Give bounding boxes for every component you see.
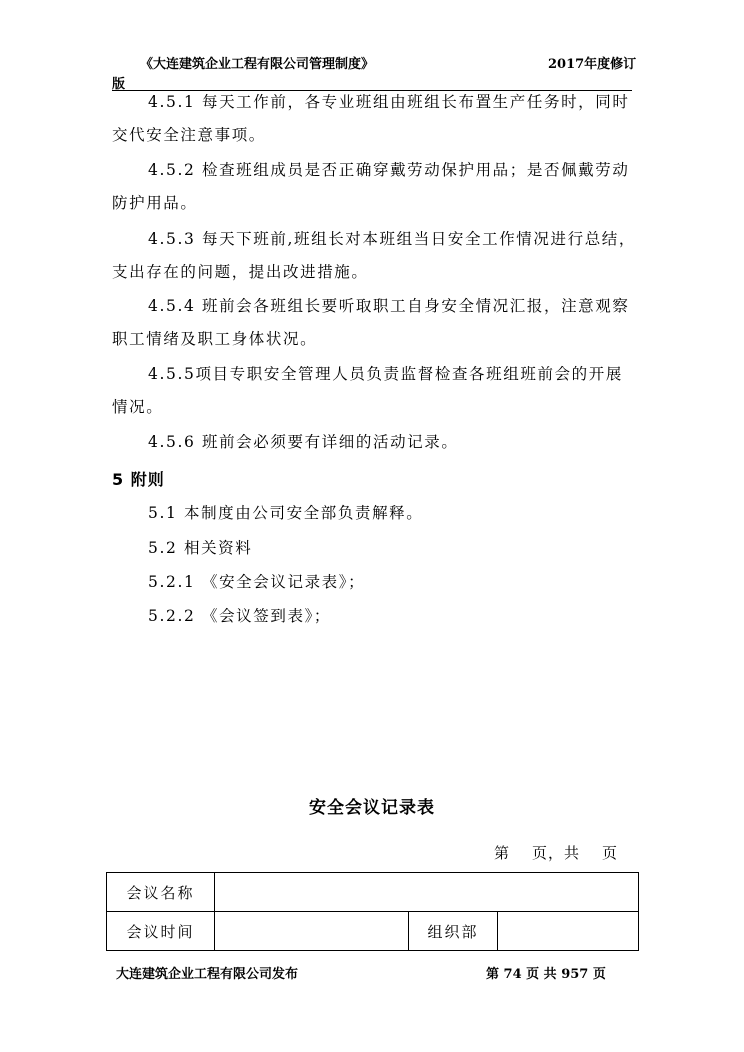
page-count-label: 页，共 <box>532 844 581 862</box>
footer-publisher: 大连建筑企业工程有限公司发布 <box>116 967 299 982</box>
page-count-label: 页 <box>602 844 619 862</box>
meeting-time-label: 会议时间 <box>107 912 215 951</box>
form-page-count <box>494 842 618 863</box>
paragraph-line: 4.5.6 班前会必须要有详细的活动记录。 <box>148 433 459 451</box>
list-item: 5.1 本制度由公司安全部负责解释。 <box>148 504 424 522</box>
paragraph-4-5-3 <box>112 223 640 289</box>
paragraph-4-5-2 <box>112 154 640 220</box>
paragraph-line: 4.5.5项目专职安全管理人员负责监督检查各班组班前会的开展 <box>148 365 623 383</box>
organizer-label: 组织部 <box>409 912 498 951</box>
header-title: 《大连建筑企业工程有限公司管理制度》 <box>140 57 375 72</box>
paragraph-4-5-5 <box>112 358 640 424</box>
paragraph-line: 4.5.3 每天下班前,班组长对本班组当日安全工作情况进行总结， <box>148 230 636 248</box>
list-item: 5.2 相关资料 <box>148 539 253 557</box>
paragraph-4-5-4 <box>112 290 640 356</box>
header-revision-wrap: 版 <box>112 77 126 92</box>
meeting-time-field[interactable] <box>215 912 409 951</box>
paragraph-4-5-6 <box>112 426 640 459</box>
paragraph-4-5-1 <box>112 86 640 152</box>
form-title: 安全会议记录表 <box>309 798 435 818</box>
table-row <box>107 912 639 951</box>
table-row <box>107 873 639 912</box>
paragraph-line: 交代安全注意事项。 <box>112 126 266 144</box>
organizer-field[interactable] <box>498 912 639 951</box>
paragraph-line: 4.5.2 检查班组成员是否正确穿戴劳动保护用品；是否佩戴劳动 <box>148 161 630 179</box>
footer-page-number: 第 74 页 共 957 页 <box>486 967 606 982</box>
paragraph-line: 4.5.4 班前会各班组长要听取职工自身安全情况汇报，注意观察 <box>148 297 630 315</box>
meeting-name-field[interactable] <box>215 873 639 912</box>
paragraph-line: 防护用品。 <box>112 194 198 212</box>
list-item: 5.2.2 《会议签到表》； <box>148 607 332 625</box>
header-revision: 2017年度修订 <box>548 57 637 72</box>
page-count-label: 第 <box>494 844 511 862</box>
list-item: 5.2.1 《安全会议记录表》； <box>148 573 366 591</box>
section-heading: 5 附则 <box>112 470 165 489</box>
paragraph-line: 4.5.1 每天工作前，各专业班组由班组长布置生产任务时，同时 <box>148 93 630 111</box>
meeting-name-label: 会议名称 <box>107 873 215 912</box>
paragraph-line: 情况。 <box>112 398 164 416</box>
paragraph-line: 职工情绪及职工身体状况。 <box>112 330 318 348</box>
paragraph-line: 支出存在的问题，提出改进措施。 <box>112 263 369 281</box>
meeting-record-table <box>106 872 639 951</box>
